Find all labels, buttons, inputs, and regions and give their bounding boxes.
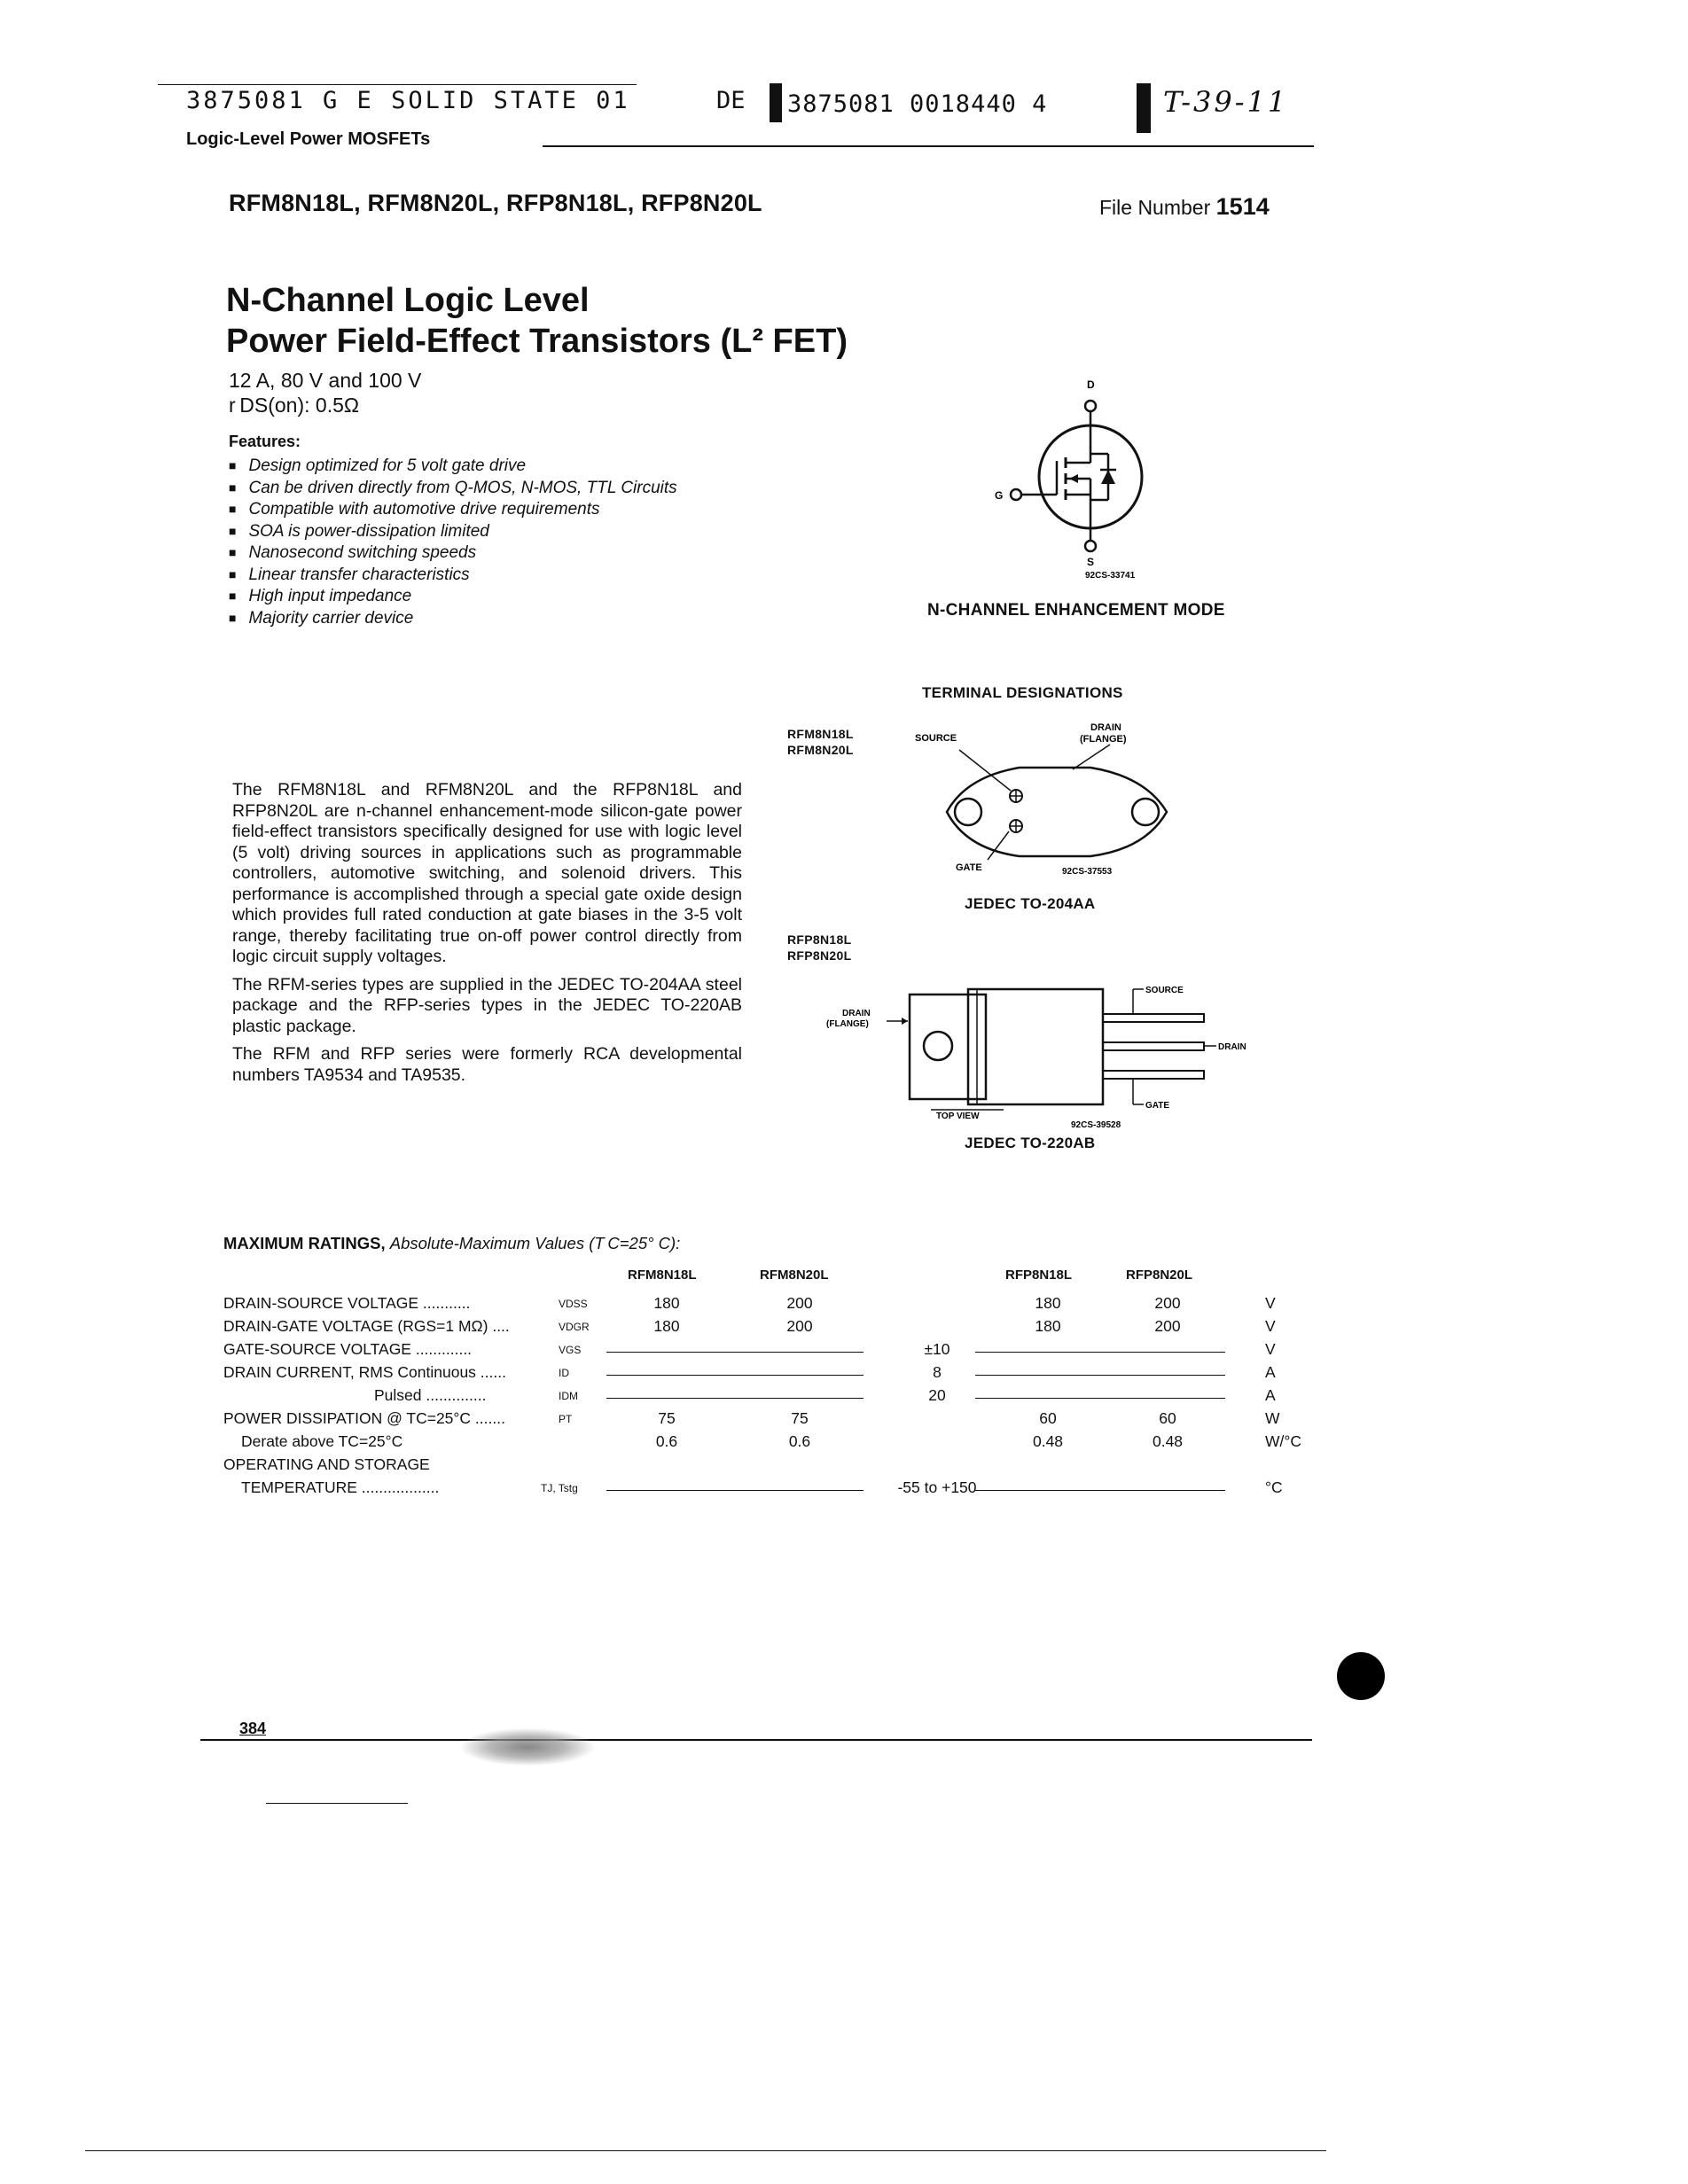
source-lead [1103, 1014, 1204, 1022]
rating-unit: A [1265, 1363, 1276, 1381]
pkg2-drain-left-label-a: DRAIN [842, 1009, 871, 1018]
pkg2-caption: JEDEC TO-220AB [965, 1135, 1096, 1151]
ratings-row [223, 1317, 1553, 1340]
feature-item: ■ Nanosecond switching speeds [229, 542, 677, 565]
header-handwritten-note: T-39-11 [1163, 85, 1289, 119]
pkg2-part-a: RFP8N18L [787, 932, 852, 947]
header-rule [543, 145, 1314, 147]
rating-unit: W [1265, 1409, 1280, 1427]
pkg1-code: 92CS-37553 [1062, 867, 1113, 877]
gate-terminal [1011, 489, 1021, 500]
pkg2-part-b: RFP8N20L [787, 948, 852, 963]
feature-item: ■ Compatible with automotive drive requirements [229, 499, 677, 521]
page-number: 384 [239, 1720, 267, 1737]
rating-value: ±10 [924, 1340, 950, 1358]
rating-symbol: VDGR [559, 1321, 590, 1333]
rating-dash-line [606, 1375, 864, 1376]
ratings-title-bold: MAXIMUM RATINGS, [223, 1234, 386, 1252]
header-category: Logic-Level Power MOSFETs [186, 129, 431, 149]
features-label: Features: [229, 433, 301, 450]
rating-dash-line [606, 1490, 864, 1491]
ratings-title-italic: Absolute-Maximum Values (T C=25° C): [389, 1234, 681, 1252]
drain-terminal [1085, 401, 1096, 411]
pkg1-drain-label-a: DRAIN [1090, 722, 1121, 733]
rating-value: 180 [1035, 1317, 1061, 1335]
pkg1-part-a: RFM8N18L [787, 727, 854, 741]
rating-value: 0.48 [1032, 1432, 1064, 1450]
pkg2-code: 92CS-39528 [1071, 1120, 1121, 1130]
file-number [1099, 193, 1270, 221]
rating-value: 0.6 [788, 1432, 811, 1450]
rating-value: 200 [786, 1317, 813, 1335]
to220ab-package-diagram [816, 971, 1246, 1131]
symbol-label-d: D [1087, 378, 1095, 391]
rating-unit: V [1265, 1340, 1276, 1358]
feature-item: ■ Linear transfer characteristics [229, 565, 677, 587]
header-de: DE [716, 87, 746, 114]
pkg1-caption: JEDEC TO-204AA [965, 895, 1096, 912]
description-paragraph: The RFM8N18L and RFM8N20L and the RFP8N18L and RFP8N20L are n-channel enhancement-mode silicon-gate power field-effect transistors specifically designed for use with logic level (5 volt) driving sources in applications such as programmable controllers, automotive switching, and solenoid drivers. This performance is accomplished through a special gate oxide design which provides full rated conduction at gate biases in the 3-5 volt range, thereby facilitating true on-off power control directly from logic circuit supply voltages. [232, 780, 742, 966]
rating-dash-line [606, 1352, 864, 1353]
rating-value: 200 [786, 1294, 813, 1312]
rating-value: 20 [928, 1386, 946, 1404]
rating-value: 8 [933, 1363, 942, 1381]
rating-unit: °C [1265, 1478, 1283, 1496]
ratings-col-header: RFM8N20L [760, 1268, 829, 1283]
to204-outline [947, 768, 1167, 856]
ratings-row [223, 1478, 1553, 1502]
rating-dash-line [975, 1375, 1225, 1376]
header-rule-top [158, 84, 637, 85]
symbol-code: 92CS-33741 [1085, 571, 1136, 581]
to220-mount-hole [924, 1032, 952, 1060]
ratings-row [223, 1409, 1553, 1432]
source-terminal [1085, 541, 1096, 551]
parts-line: RFM8N18L, RFM8N20L, RFP8N18L, RFP8N20L [229, 190, 762, 216]
header-black-mark-2 [1137, 83, 1151, 133]
mosfet-symbol-diagram [984, 372, 1179, 585]
terminal-designations-title: TERMINAL DESIGNATIONS [922, 684, 1123, 701]
ratings-title [223, 1234, 680, 1253]
pkg2-gate-label: GATE [1145, 1101, 1170, 1111]
rating-value: 200 [1154, 1294, 1181, 1312]
to220-body [968, 989, 1103, 1104]
rating-label: OPERATING AND STORAGE [223, 1455, 430, 1473]
description-paragraph: The RFM-series types are supplied in the JEDEC TO-204AA steel package and the RFP-series types in the JEDEC TO-220AB plastic package. [232, 974, 742, 1036]
pkg2-top-view: TOP VIEW [936, 1112, 980, 1121]
rating-value: -55 to +150 [897, 1478, 977, 1496]
pkg1-part-b: RFM8N20L [787, 743, 854, 757]
header-code-line: 3875081 G E SOLID STATE 01 [186, 87, 630, 114]
description-paragraph: The RFM and RFP series were formerly RCA developmental numbers TA9534 and TA9535. [232, 1044, 742, 1085]
rating-value: 200 [1154, 1317, 1181, 1335]
ratings-row [223, 1432, 1553, 1455]
pkg1-source-label: SOURCE [915, 733, 957, 744]
rating-dash-line [975, 1490, 1225, 1491]
description [232, 780, 742, 1093]
rating-value: 180 [653, 1317, 680, 1335]
rating-value: 75 [658, 1409, 676, 1427]
rating-value: 0.48 [1152, 1432, 1184, 1450]
title-line-1: N-Channel Logic Level [226, 282, 590, 319]
feature-item: ■ High input impedance [229, 586, 677, 608]
ratings-row [223, 1340, 1553, 1363]
rating-dash-line [606, 1398, 864, 1399]
rating-label: GATE-SOURCE VOLTAGE ............. [223, 1340, 473, 1358]
footer-rule [200, 1739, 1312, 1741]
title-line-2: Power Field-Effect Transistors (L² FET) [226, 323, 848, 360]
mount-hole-left [955, 799, 981, 825]
ratings-col-header: RFM8N18L [628, 1268, 697, 1283]
rating-label: DRAIN CURRENT, RMS Continuous ...... [223, 1363, 506, 1381]
feature-item: ■ Majority carrier device [229, 608, 677, 630]
rating-label: Pulsed .............. [374, 1386, 487, 1404]
symbol-label-g: G [995, 489, 1004, 502]
pkg1-gate-label: GATE [956, 862, 982, 873]
rating-symbol: PT [559, 1413, 573, 1425]
rating-label: Derate above TC=25°C [241, 1432, 403, 1450]
gate-lead [1103, 1071, 1204, 1079]
ratings-row [223, 1386, 1553, 1409]
rating-value: 180 [653, 1294, 680, 1312]
rating-value: 60 [1039, 1409, 1057, 1427]
symbol-label-s: S [1087, 556, 1095, 568]
file-number-value: 1514 [1215, 193, 1270, 220]
to220-tab [910, 994, 986, 1099]
pkg2-drain-right-label: DRAIN [1218, 1042, 1246, 1052]
pkg1-drain-label-b: (FLANGE) [1080, 734, 1127, 745]
ratings-row [223, 1455, 1553, 1478]
ratings-col-header: RFP8N18L [1005, 1268, 1073, 1283]
rating-dash-line [975, 1352, 1225, 1353]
rating-label: DRAIN-SOURCE VOLTAGE ........... [223, 1294, 471, 1312]
mount-hole-right [1132, 799, 1159, 825]
rating-symbol: TJ, Tstg [541, 1482, 578, 1494]
rating-value: 75 [791, 1409, 809, 1427]
ratings-table [223, 1268, 1323, 1498]
rating-value: 60 [1159, 1409, 1176, 1427]
feature-item: ■ SOA is power-dissipation limited [229, 521, 677, 543]
rating-unit: W/°C [1265, 1432, 1302, 1450]
bottom-rule [85, 2150, 1326, 2151]
ratings-col-header: RFP8N20L [1126, 1268, 1193, 1283]
body-diode-icon [1101, 470, 1115, 484]
file-number-label: File Number [1099, 196, 1211, 219]
rating-unit: V [1265, 1294, 1276, 1312]
spec-line-2: r DS(on): 0.5Ω [229, 394, 360, 417]
rating-label: TEMPERATURE .................. [241, 1478, 440, 1496]
rating-symbol: VGS [559, 1344, 582, 1356]
footer-rule-2 [266, 1803, 408, 1804]
rating-dash-line [975, 1398, 1225, 1399]
feature-item: ■ Design optimized for 5 volt gate drive [229, 456, 677, 478]
pkg2-drain-left-label-b: (FLANGE) [826, 1019, 869, 1029]
to204aa-package-diagram [913, 723, 1197, 892]
rating-value: 180 [1035, 1294, 1061, 1312]
rating-symbol: ID [559, 1367, 569, 1379]
footer-smudge [461, 1728, 594, 1766]
spec-line-1: 12 A, 80 V and 100 V [229, 369, 422, 392]
rating-unit: V [1265, 1317, 1276, 1335]
header-black-mark [770, 83, 782, 122]
ratings-row [223, 1363, 1553, 1386]
rating-symbol: IDM [559, 1390, 578, 1402]
rating-label: POWER DISSIPATION @ TC=25°C ....... [223, 1409, 505, 1427]
symbol-caption: N-CHANNEL ENHANCEMENT MODE [927, 601, 1225, 620]
rating-unit: A [1265, 1386, 1276, 1404]
rating-label: DRAIN-GATE VOLTAGE (RGS=1 MΩ) .... [223, 1317, 510, 1335]
pkg2-source-label: SOURCE [1145, 986, 1184, 995]
drain-lead [1103, 1042, 1204, 1050]
features-list [229, 456, 677, 629]
ratings-row [223, 1294, 1553, 1317]
rating-symbol: VDSS [559, 1298, 588, 1310]
black-dot [1337, 1652, 1385, 1700]
feature-item: ■ Can be driven directly from Q-MOS, N-MOS, TTL Circuits [229, 478, 677, 500]
rating-value: 0.6 [655, 1432, 678, 1450]
header-code2: 3875081 0018440 4 [787, 90, 1048, 118]
